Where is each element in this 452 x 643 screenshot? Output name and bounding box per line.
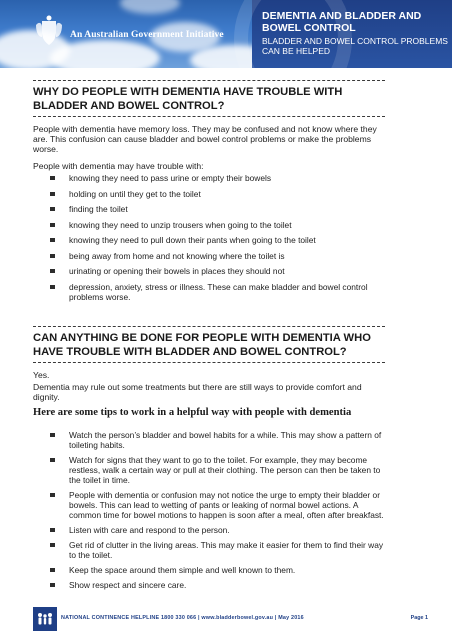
section1-intro: People with dementia have memory loss. They may be confused and not know where they are. This confusion can cause bladder and bowel control problems or make the problems worse. (33, 124, 377, 155)
list-item: urinating or opening their bowels in places they should not (33, 266, 389, 276)
list-item: finding the toilet (33, 204, 389, 214)
document-title: DEMENTIA AND BLADDER AND BOWEL CONTROL (262, 10, 422, 34)
section2-intro: Dementia may rule out some treatments but there are still ways to provide comfort and dignity. (33, 382, 362, 403)
document-subtitle: BLADDER AND BOWEL CONTROL PROBLEMS CAN BE HELPED (262, 36, 448, 56)
tips-heading: Here are some tips to work in a helpful way with people with dementia (33, 407, 352, 418)
section-divider (33, 326, 385, 327)
bullet-icon (50, 433, 55, 437)
list-item: knowing they need to pass urine or empty their bowels (33, 173, 389, 183)
bullet-icon (50, 285, 55, 289)
family-logo-icon (33, 607, 57, 631)
section2-yes: Yes. (33, 370, 50, 380)
bullet-icon (50, 254, 55, 258)
bullet-icon (50, 493, 55, 497)
bullet-icon (50, 192, 55, 196)
section2-heading: CAN ANYTHING BE DONE FOR PEOPLE WITH DEMENTIA WHO HAVE TROUBLE WITH BLADDER AND BOWEL CONTROL? (33, 332, 371, 358)
list-item: knowing they need to pull down their pants when going to the toilet (33, 235, 389, 245)
section1-lead: People with dementia may have trouble with: (33, 161, 204, 171)
bullet-icon (50, 458, 55, 462)
coat-of-arms-icon (34, 15, 64, 49)
bullet-icon (50, 223, 55, 227)
footer (33, 607, 428, 631)
bullet-icon (50, 528, 55, 532)
section-divider (33, 362, 385, 363)
list-item: Get rid of clutter in the living areas. This may make it easier for them to find their way to the toilet. (33, 540, 389, 560)
list-item: depression, anxiety, stress or illness. These can make bladder and bowel control problems worse. (33, 282, 389, 302)
list-item: Watch for signs that they want to go to the toilet. For example, they may become restless, walk a certain way or pull at their clothing. The person can then be taken to the toilet in time. (33, 455, 389, 485)
bullet-icon (50, 238, 55, 242)
bullet-icon (50, 176, 55, 180)
footer-helpline: NATIONAL CONTINENCE HELPLINE 1800 330 066 | www.bladderbowel.gov.au | May 2016 (61, 615, 304, 621)
government-initiative-text: An Australian Government Initiative (70, 30, 224, 40)
list-item: Listen with care and respond to the person. (33, 525, 389, 535)
list-item: holding on until they get to the toilet (33, 189, 389, 199)
section-divider (33, 80, 385, 81)
section-divider (33, 116, 385, 117)
section1-heading: WHY DO PEOPLE WITH DEMENTIA HAVE TROUBLE WITH BLADDER AND BOWEL CONTROL? (33, 86, 343, 112)
page-number: Page 1 (410, 615, 428, 621)
section1-list (33, 173, 389, 302)
list-item: knowing they need to unzip trousers when going to the toilet (33, 220, 389, 230)
tips-list (33, 430, 389, 590)
list-item: People with dementia or confusion may not notice the urge to empty their bladder or bowels. This can lead to wetting of pants or leaking of normal bowel actions. A common time for bowel motions to happen is soon after a meal, often after breakfast. (33, 490, 389, 520)
header-banner (0, 0, 452, 68)
list-item: being away from home and not knowing where the toilet is (33, 251, 389, 261)
bullet-icon (50, 568, 55, 572)
bullet-icon (50, 583, 55, 587)
bullet-icon (50, 543, 55, 547)
list-item: Keep the space around them simple and well known to them. (33, 565, 389, 575)
bullet-icon (50, 269, 55, 273)
list-item: Watch the person’s bladder and bowel habits for a while. This may show a pattern of toileting habits. (33, 430, 389, 450)
list-item: Show respect and sincere care. (33, 580, 389, 590)
bullet-icon (50, 207, 55, 211)
